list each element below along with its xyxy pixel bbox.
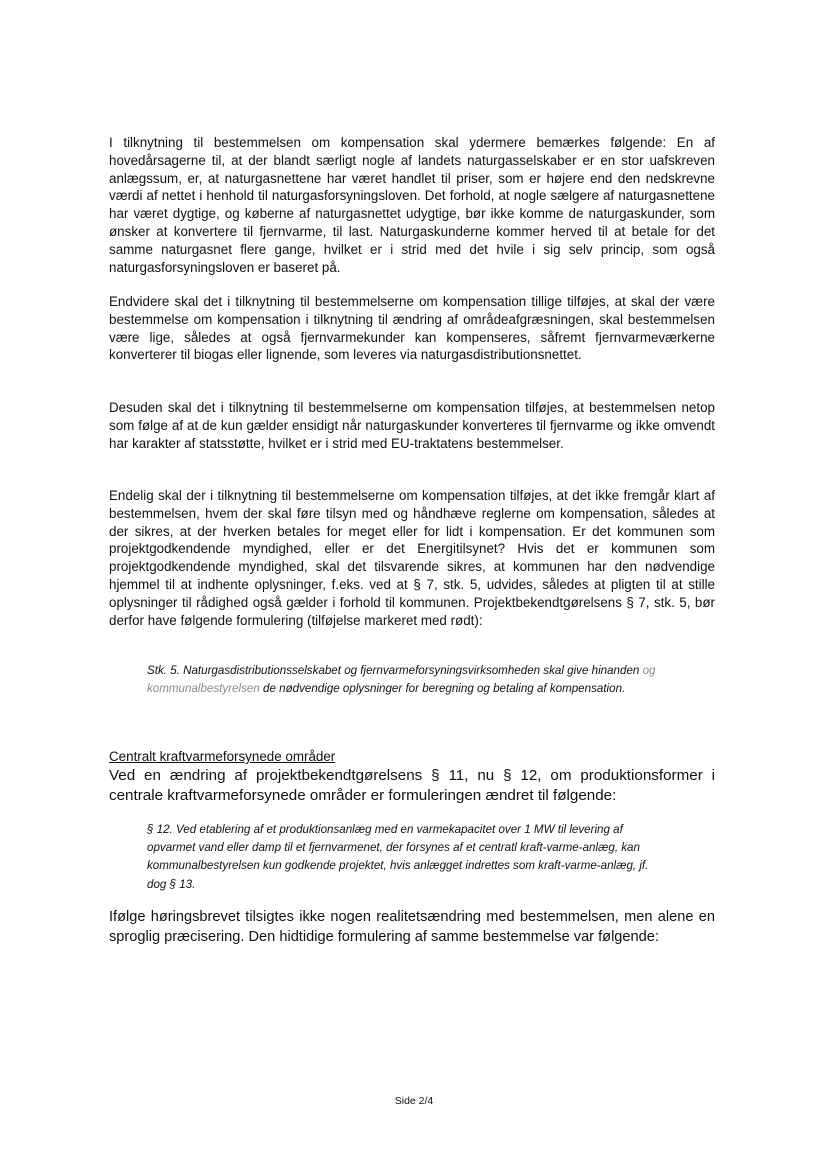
quote-stk-5-text-b: de nødvendige oplysninger for beregning og betaling af kompensation. [259, 682, 626, 696]
quote-stk-5-text-a: Stk. 5. Naturgasdistributionsselskabet og fjernvarmeforsyningsvirksomheden skal give hinanden [147, 664, 643, 677]
page-number: Side 2/4 [394, 1095, 434, 1107]
paragraph-consultation-letter: Ifølge høringsbrevet tilsigtes ikke nogen realitetsændring med bestemmelsen, men alene en sproglig præcisering. Den hidtidige formulering af samme bestemmelse var følgende: [109, 909, 715, 945]
section-heading: Centralt kraftvarmeforsynede områder [109, 749, 336, 764]
quote-stk-5-addition: og kommunalbestyrelsen [147, 664, 656, 696]
paragraph-area-change-compensation: Endvidere skal det i tilknytning til bestemmelserne om kompensation tillige tilføjes, at skal der være bestemmelse om kompensation i tilknytning til ændring af områdeafgræsningen, skal bestemmelsen være lige, således at også fjernvarmekunder kan kompenseres, såfremt fjernvarmeværkerne konverterer til biogas eller lignende, som leveres via naturgasdistributionsnettet. [109, 294, 715, 363]
paragraph-compensation-remarks: I tilknytning til bestemmelsen om kompensation skal ydermere bemærkes følgende: En af hovedårsagerne til, at der blandt særligt nogle af landets naturgasselskaber er en stor uafskreven anlægssum, er, at naturgasnettene har været handlet til priser, som er højere end den nedskrevne værdi af nettet i henhold til naturgasforsyningsloven. Det forhold, at nogle sælgere af naturgasnettene har været dygtige, og køberne af naturgasnettet udygtige, bør ikke komme de naturgaskunder, som ønsker at konvertere til fjernvarme, til last. Naturgaskunderne kommer herved til at betale for det samme naturgasnet flere gange, hvilket er i strid med det hvile i sig selv princip, som også naturgasforsyningsloven er baseret på. [109, 135, 715, 275]
paragraph-supervision: Endelig skal der i tilknytning til bestemmelserne om kompensation tilføjes, at det ikke fremgår klart af bestemmelsen, hvem der skal føre tilsyn med og håndhæve reglerne om kompensation, således at der sikres, at der hverken betales for meget eller for lidt i kompensation. Er det kommunen som projektgodkendende myndighed, eller er det Energitilsynet? Hvis det er kommunen som projektgodkendende myndighed, skal det tilsvarende sikres, at kommunen har den nødvendige hjemmel til at indhente oplysninger, f.eks. ved at § 7, stk. 5, udvides, således at pligten til at stille oplysninger til rådighed også gælder i forhold til kommunen. Projektbekendtgørelsens § 7, stk. 5, bør derfor have følgende formulering (tilføjelse markeret med rødt): [109, 488, 715, 628]
paragraph-production-forms: Ved en ændring af projektbekendtgørelsens § 11, nu § 12, om produktionsformer i centrale kraftvarmeforsynede områder er formuleringen ændret til følgende: [109, 767, 715, 804]
quote-paragraph-12: § 12. Ved etablering af et produktionsanlæg med en varmekapacitet over 1 MW til levering af opvarmet vand eller damp til et fjernvarmenet, der forsynes af et centratl kraft-varme-anlæg, kan kommunalbestyrelsen kun godkende projektet, hvis anlægget indrettes som kraft-varme-anlæg, jf. dog § 13. [147, 823, 649, 891]
paragraph-state-aid: Desuden skal det i tilknytning til bestemmelserne om kompensation tilføjes, at bestemmelsen netop som følge af at de kun gælder ensidigt når naturgaskunder konverteres til fjernvarme og ikke omvendt har karakter af statsstøtte, hvilket er i strid med EU-traktatens bestemmelser. [109, 400, 715, 451]
quote-stk-5 [147, 662, 667, 698]
